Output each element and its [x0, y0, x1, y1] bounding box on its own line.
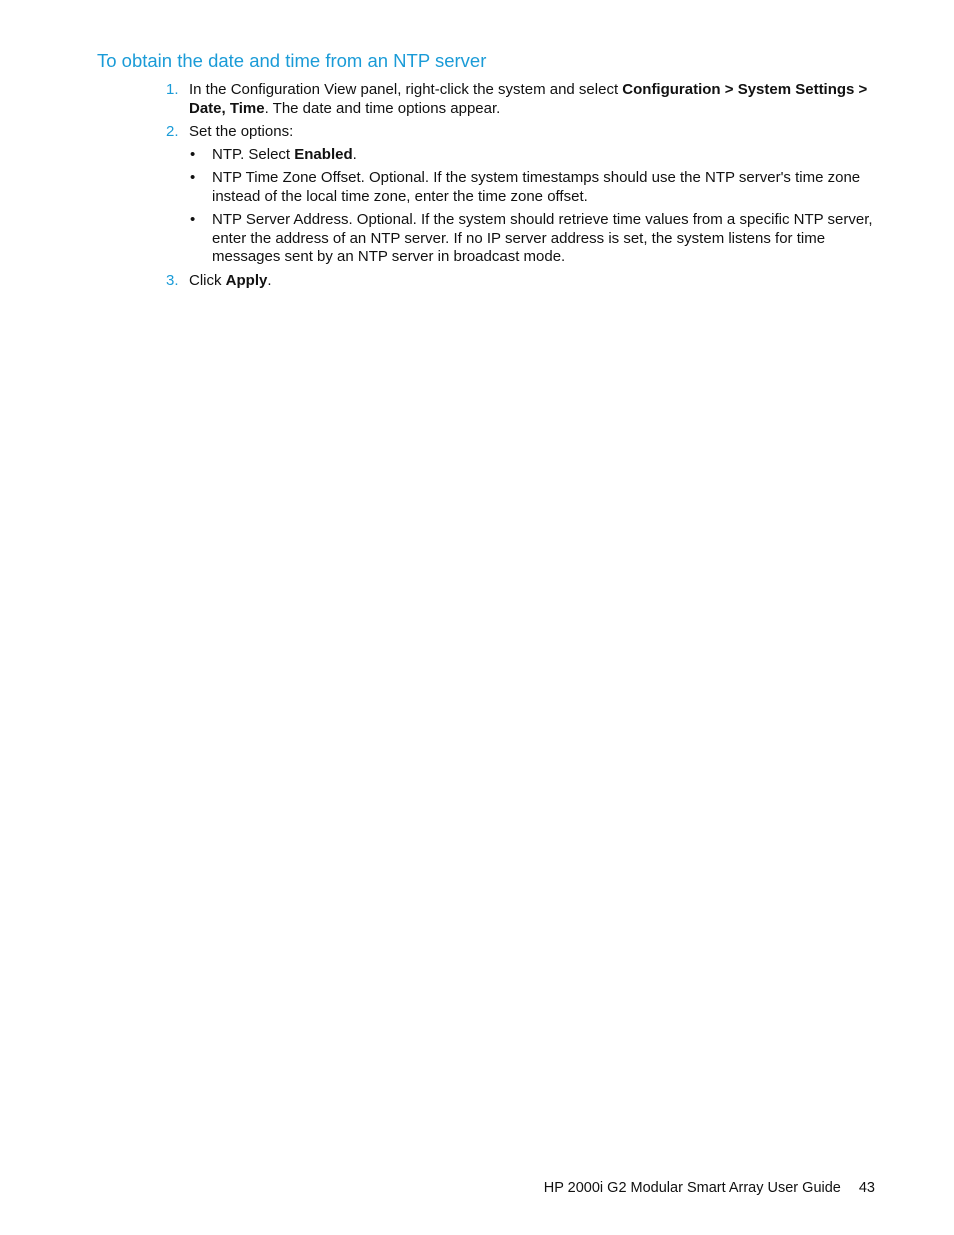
option-ntp-time-zone-offset — [189, 169, 876, 206]
step-text — [189, 81, 876, 118]
footer-title: HP 2000i G2 Modular Smart Array User Guide — [543, 1180, 841, 1196]
step-2 — [166, 123, 876, 267]
step-number: 1. — [166, 81, 179, 98]
step-number: 3. — [166, 271, 179, 289]
step-text — [189, 272, 876, 291]
option-text-part: . — [352, 145, 357, 163]
page-number: 43 — [858, 1180, 875, 1196]
option-value: Enabled — [294, 145, 353, 163]
procedure-steps — [166, 81, 876, 295]
bullet-icon: • — [190, 211, 196, 228]
bullet-icon: • — [190, 145, 196, 163]
option-ntp — [189, 146, 876, 165]
step-text-part: . The date and time options appear. — [264, 99, 501, 117]
step-text-part: In the Configuration View panel, right-click the system and select — [189, 81, 623, 98]
options-list — [189, 146, 876, 267]
step-text-part: Click — [189, 271, 226, 289]
step-text-part: . — [267, 271, 272, 289]
step-number: 2. — [166, 123, 179, 140]
button-name: Apply — [225, 271, 268, 289]
bullet-icon: • — [190, 169, 196, 186]
step-3 — [166, 272, 876, 291]
option-text — [212, 146, 357, 163]
option-text-part: NTP. Select — [212, 145, 295, 163]
option-ntp-server-address — [189, 211, 876, 267]
option-text: NTP Time Zone Offset. Optional. If the system timestamps should use the NTP server's time zone instead of the local time zone, enter the time zone offset. — [212, 169, 861, 205]
step-text: Set the options: — [189, 123, 294, 140]
section-heading: To obtain the date and time from an NTP server — [97, 50, 487, 71]
option-text: NTP Server Address. Optional. If the system should retrieve time values from a specific NTP server, enter the address of an NTP server. If no IP server address is set, the system listens for time messages sent by an NTP server in broadcast mode. — [212, 211, 873, 265]
step-1 — [166, 81, 876, 118]
menu-path: Configuration > System Settings > Date, Time — [189, 81, 868, 117]
page-footer — [544, 1180, 875, 1196]
